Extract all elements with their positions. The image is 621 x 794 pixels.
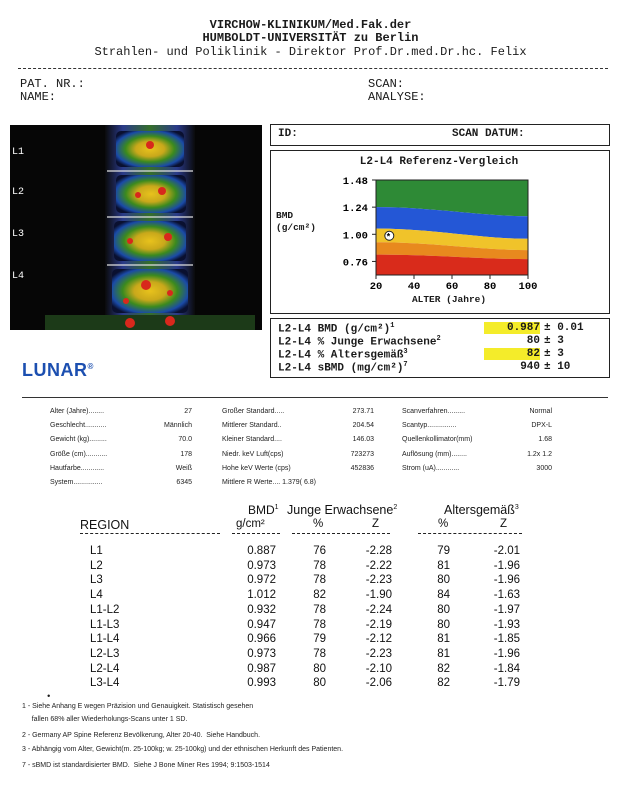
pct1-header: %: [313, 518, 324, 530]
row-bmd: 0.972: [247, 574, 276, 587]
row-pct-young: 82: [313, 589, 326, 602]
footnote: fallen 68% aller Wiederholungs-Scans unter 1 SD.: [22, 716, 188, 723]
row-bmd: 0.993: [247, 677, 276, 690]
row-pct-young: 78: [313, 559, 326, 572]
param-value: 3000: [536, 464, 552, 472]
vertebra-label-l4: L4: [12, 271, 25, 282]
param-key: Großer Standard.....: [222, 408, 285, 415]
z1-header: Z: [372, 518, 380, 530]
row-region: L2-L4: [90, 662, 120, 675]
param-value: 273.71: [352, 408, 374, 415]
lunar-logo-text: LUNAR: [22, 360, 88, 380]
footnote: 1 - Siehe Anhang E wegen Präzision und Genauigkeit. Statistisch gesehen: [22, 703, 254, 710]
row-pct-young: 76: [313, 545, 326, 557]
summary-value: 80: [526, 335, 540, 347]
row-pct-age: 81: [437, 559, 450, 572]
param-key: Alter (Jahre)........: [50, 408, 105, 415]
param-value: 1.68: [538, 436, 552, 444]
row-pct-age: 84: [437, 589, 450, 602]
row-region: L1-L2: [90, 603, 120, 616]
param-value: 178: [180, 450, 192, 458]
department-line: Strahlen- und Poliklinik - Direktor Prof.Dr.med.Dr.hc. Felix: [94, 45, 527, 59]
param-value: 204.54: [352, 422, 374, 430]
row-z-young: -2.19: [365, 618, 392, 631]
row-pct-age: 80: [437, 574, 450, 587]
row-pct-young: 78: [313, 574, 326, 587]
row-z-age: -1.97: [493, 603, 520, 616]
param-value: 452836: [350, 464, 374, 472]
chart-title: L2-L4 Referenz-Vergleich: [359, 156, 519, 168]
param-value: 1.2x 1.2: [527, 450, 552, 458]
row-z-age: -2.01: [493, 545, 520, 557]
row-pct-age: 82: [437, 662, 450, 675]
row-region: L3-L4: [90, 677, 120, 690]
y-tick-label-0: 1.48: [342, 176, 368, 188]
spine-scan-image: [10, 125, 262, 330]
analyse-label: ANALYSE:: [368, 90, 426, 104]
junge-header-sup: 2: [393, 503, 398, 511]
row-region: L1: [90, 545, 103, 557]
y-tick-label-2: 1.00: [342, 230, 368, 243]
param-key: Mittlere R Werte.... 1.379( 6.8): [222, 479, 317, 486]
row-pct-young: 80: [313, 662, 326, 675]
summary-label-sup: 7: [403, 361, 408, 369]
summary-label: L2-L4 % Junge Erwachsene$^2$: [278, 335, 441, 349]
name-label: NAME:: [20, 90, 57, 104]
param-value: 6345: [176, 479, 192, 486]
footnote: 7 - sBMD ist standardisierter BMD. Siehe J Bone Miner Res 1994; 9:1503-1514: [22, 762, 270, 769]
footnote: 2 - Germany AP Spine Referenz Bevölkerung, Alter 20-40. Siehe Handbuch.: [22, 732, 261, 739]
row-z-young: -1.90: [365, 589, 392, 602]
summary-label: L2-L4 BMD $(g/cm^2)^1$: [278, 322, 395, 336]
param-key: Niedr. keV Luft(cps): [222, 450, 284, 458]
row-bmd: 0.947: [247, 618, 276, 631]
footnote: 3 - Abhängig vom Alter, Gewicht(m. 25-100kg; w. 25-100kg) und der ethnischen Herkunft des Patienten.: [22, 746, 344, 753]
z2-header: Z: [500, 518, 508, 530]
x-tick-label-1: 40: [407, 281, 421, 293]
col-bmd-header: [248, 503, 279, 517]
param-value: Weiß: [175, 464, 192, 472]
header-underline-alters: [418, 533, 522, 534]
row-z-young: -2.22: [365, 559, 392, 572]
id-label: ID:: [278, 128, 298, 140]
row-pct-age: 80: [437, 618, 450, 631]
scan-label: SCAN:: [368, 77, 405, 91]
row-z-young: -2.28: [365, 545, 392, 557]
row-pct-young: 79: [313, 633, 326, 646]
y-tick-label-1: 1.24: [342, 203, 368, 216]
row-z-age: -1.96: [493, 574, 520, 587]
row-pct-age: 79: [437, 545, 450, 557]
row-z-age: -1.96: [493, 559, 520, 572]
param-key: Hautfarbe............: [50, 464, 105, 472]
row-z-young: -2.23: [365, 647, 392, 660]
param-key: Geschlecht...........: [50, 422, 107, 430]
y-tick-label-3: 0.76: [342, 257, 368, 270]
x-tick-label-3: 80: [483, 281, 497, 293]
summary-value: 940: [520, 361, 540, 373]
vertebra-label-l1: L1: [12, 147, 25, 158]
clinic-name: VIRCHOW-KLINIKUM/Med.Fak.der: [209, 18, 412, 32]
row-bmd: 0.973: [247, 647, 276, 660]
row-bmd: 0.973: [247, 559, 276, 572]
row-pct-young: 78: [313, 618, 326, 631]
summary-error: ± 3: [544, 335, 564, 347]
region-header: REGION: [80, 518, 130, 532]
param-key: Mittlerer Standard..: [222, 422, 282, 430]
row-z-young: -2.23: [365, 574, 392, 587]
row-pct-age: 80: [437, 603, 450, 616]
x-tick-label-2: 60: [445, 281, 459, 293]
param-key: Größe (cm)...........: [50, 450, 108, 458]
summary-value: 0.987: [484, 322, 540, 334]
param-key: Kleiner Standard....: [222, 436, 282, 444]
scan-datum-label: SCAN DATUM:: [452, 128, 525, 140]
bmd-header-sup: 1: [274, 504, 279, 511]
row-region: L3: [90, 574, 103, 587]
row-region: L1-L3: [90, 618, 120, 631]
reference-chart: [270, 150, 608, 312]
col-alters-header: [444, 503, 519, 517]
param-key: Gewicht (kg).........: [50, 436, 107, 444]
chart-xlabel: ALTER (Jahre): [411, 294, 487, 305]
row-z-young: -2.24: [365, 603, 392, 616]
row-pct-young: 78: [313, 603, 326, 616]
summary-value: 82: [484, 348, 540, 360]
id-box: [270, 124, 610, 146]
param-key: System...............: [50, 479, 103, 486]
summary-label: L2-L4 % Altersgemäß$^3$: [278, 348, 408, 362]
patient-marker-star: *: [385, 232, 392, 243]
alters-header-sup: 3: [514, 503, 519, 511]
row-bmd: 1.012: [247, 589, 276, 602]
param-value: 27: [184, 408, 192, 415]
university-name: HUMBOLDT-UNIVERSITÄT zu Berlin: [202, 31, 419, 45]
row-z-age: -1.84: [493, 662, 520, 675]
alters-header-text: Altersgemäß: [444, 503, 515, 517]
param-key: Hohe keV Werte (cps): [222, 464, 291, 472]
row-bmd: 0.987: [247, 662, 276, 675]
row-z-age: -1.96: [493, 647, 520, 660]
row-bmd: 0.966: [247, 633, 276, 646]
param-value: Männlich: [163, 422, 192, 430]
summary-label-sup: 1: [390, 322, 395, 330]
bmd-header-text: BMD: [248, 503, 275, 517]
row-pct-young: 80: [313, 677, 326, 690]
row-bmd: 0.887: [247, 545, 276, 557]
row-pct-age: 82: [437, 677, 450, 690]
header-underline-junge: [292, 533, 390, 534]
param-value: 723273: [350, 450, 374, 458]
row-region: L4: [90, 589, 103, 602]
param-value: 70.0: [178, 436, 192, 444]
footnote-dot: •: [46, 692, 52, 702]
param-key: Auflösung (mm)........: [402, 450, 467, 458]
pct2-header: %: [438, 518, 449, 530]
pat-nr-label: PAT. NR.:: [20, 77, 85, 91]
x-tick-label-0: 20: [369, 281, 383, 293]
row-region: L2-L3: [90, 647, 120, 660]
vertebra-label-l3: L3: [12, 229, 25, 240]
header-underline-region: [80, 533, 220, 534]
param-key: Scantyp...............: [402, 422, 457, 430]
summary-error: ± 0.01: [544, 322, 584, 334]
row-z-age: -1.79: [493, 677, 520, 690]
summary-label-sup: 2: [436, 335, 441, 343]
param-key: Strom (uA)............: [402, 464, 460, 472]
lunar-logo-mark: ®: [87, 362, 94, 371]
lunar-logo: [22, 360, 94, 381]
param-key: Quellenkollimator(mm): [402, 436, 473, 444]
summary-label-sup: 3: [403, 348, 408, 356]
col-junge-header: [287, 503, 397, 517]
vertebra-label-l2: L2: [12, 187, 25, 198]
param-key: Scanverfahren.........: [402, 408, 466, 415]
header-rule: [18, 68, 608, 69]
junge-header-text: Junge Erwachsene: [287, 503, 394, 517]
param-value: 146.03: [352, 436, 374, 444]
x-tick-label-4: 100: [518, 281, 538, 293]
params-rule: [22, 397, 608, 398]
summary-error: ± 3: [544, 348, 564, 360]
row-z-young: -2.10: [365, 662, 392, 675]
spine-scan-graphic: [10, 125, 262, 330]
header-underline-bmd: [232, 533, 280, 534]
row-z-age: -1.63: [493, 589, 520, 602]
summary-label: L2-L4 sBMD $(mg/cm^2)^7$: [278, 361, 408, 375]
row-z-age: -1.93: [493, 618, 520, 631]
row-z-young: -2.06: [365, 677, 392, 690]
row-pct-young: 78: [313, 647, 326, 660]
row-z-young: -2.12: [365, 633, 392, 646]
row-region: L2: [90, 559, 103, 572]
row-pct-age: 81: [437, 647, 450, 660]
row-region: L1-L4: [90, 633, 120, 646]
row-pct-age: 81: [437, 633, 450, 646]
row-bmd: 0.932: [247, 603, 276, 616]
unit-header: g/cm²: [236, 518, 265, 530]
summary-error: ± 10: [544, 361, 571, 373]
row-z-age: -1.85: [493, 633, 520, 646]
chart-ylabel: BMD (g/cm²): [276, 210, 316, 233]
param-value: DPX-L: [531, 422, 552, 430]
param-value: Normal: [529, 408, 552, 415]
